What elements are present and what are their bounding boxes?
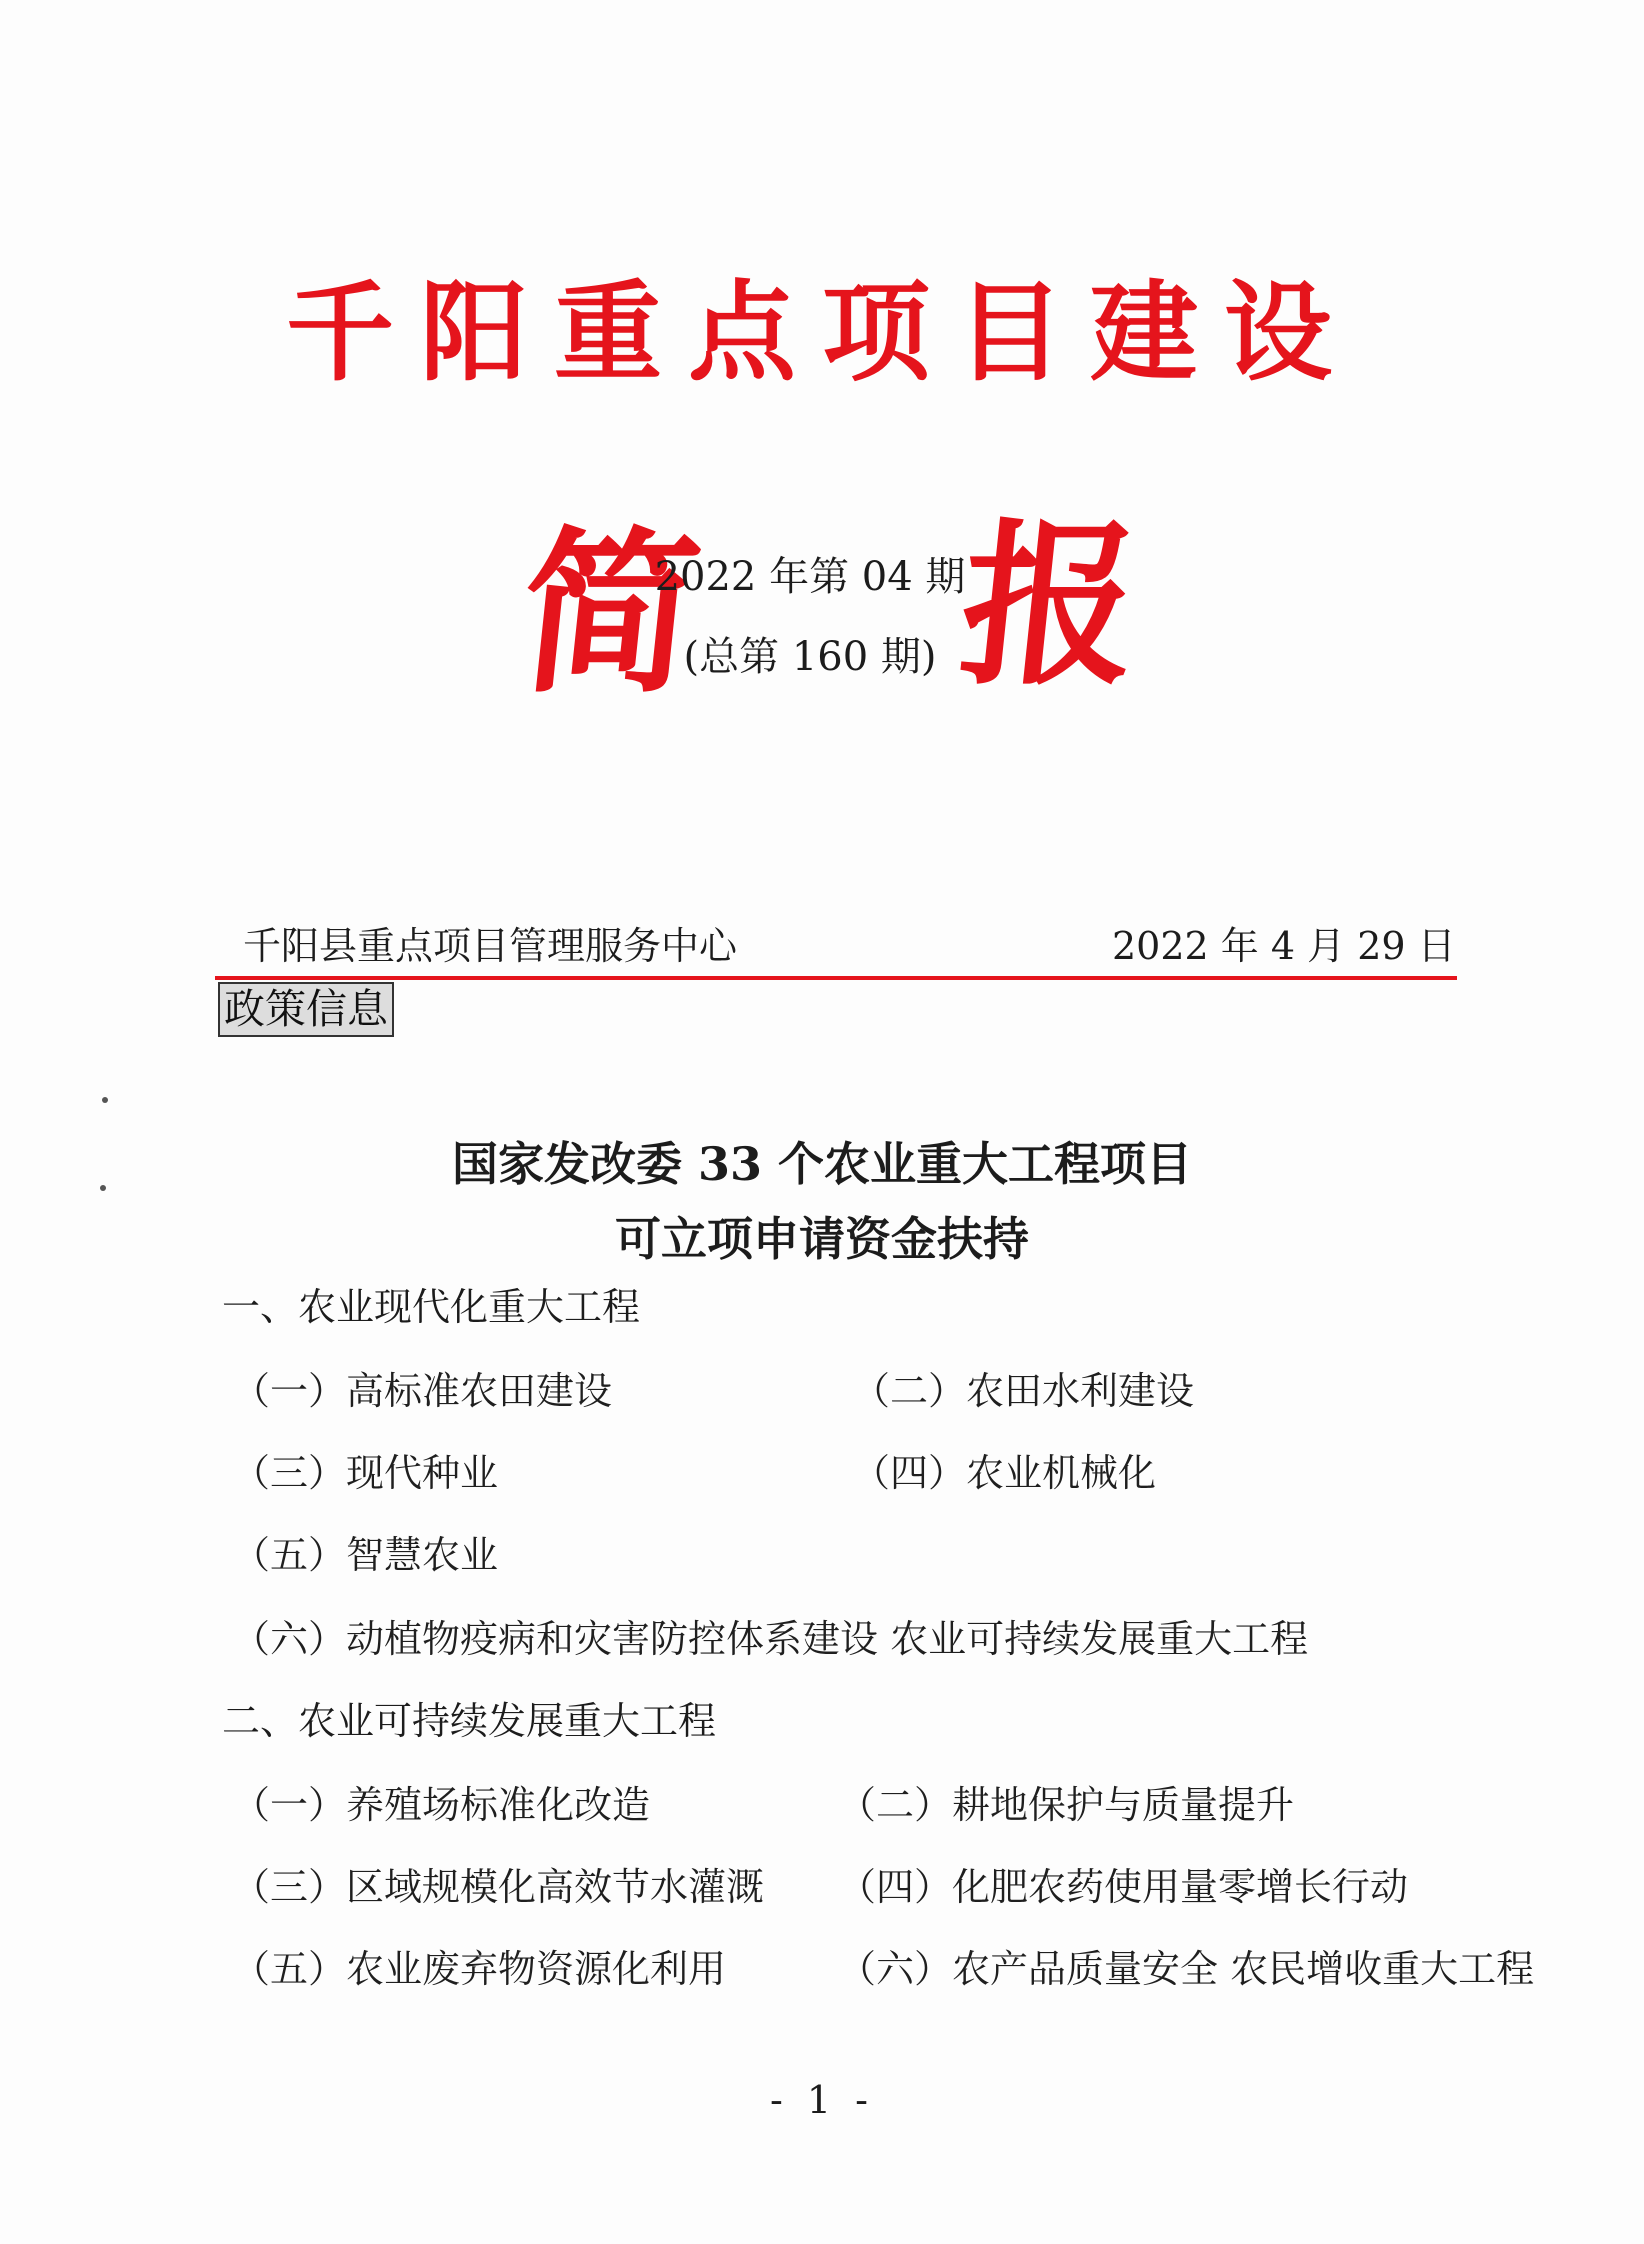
brief-char-left: 简 [511,510,709,717]
section-heading: 一、农业现代化重大工程 [222,1285,641,1329]
list-item: （五）智慧农业 [232,1533,499,1577]
masthead-title: 千阳重点项目建设 [285,271,1358,396]
publisher: 千阳县重点项目管理服务中心 [243,924,738,968]
publication-date: 2022 年 4 月 29 日 [1112,924,1456,968]
total-issue-number: (总第 160 期) [683,634,937,680]
page-number: - 1 - [769,2078,874,2122]
list-item: （一）养殖场标准化改造 [232,1783,651,1827]
list-item: （六）农产品质量安全 农民增收重大工程 [838,1947,1535,1991]
section-heading: 二、农业可持续发展重大工程 [222,1699,717,1743]
list-item: （三）现代种业 [232,1451,499,1495]
article-title-line-2: 可立项申请资金扶持 [615,1212,1029,1266]
list-item: （六）动植物疫病和灾害防控体系建设 农业可持续发展重大工程 [232,1617,1309,1661]
issue-number: 2022 年第 04 期 [654,554,966,600]
list-item: （四）农业机械化 [852,1451,1157,1495]
section-tag: 政策信息 [218,982,394,1037]
list-item: （五）农业废弃物资源化利用 [232,1947,727,1991]
list-item: （二）农田水利建设 [852,1369,1195,1413]
list-item: （二）耕地保护与质量提升 [838,1783,1295,1827]
article-title-line-1: 国家发改委 33 个农业重大工程项目 [451,1137,1193,1191]
brief-char-right: 报 [951,502,1149,709]
scan-speck [102,1097,108,1103]
list-item: （一）高标准农田建设 [232,1369,613,1413]
list-item: （四）化肥农药使用量零增长行动 [838,1865,1409,1909]
header-divider [215,976,1457,980]
list-item: （三）区域规模化高效节水灌溉 [232,1865,765,1909]
